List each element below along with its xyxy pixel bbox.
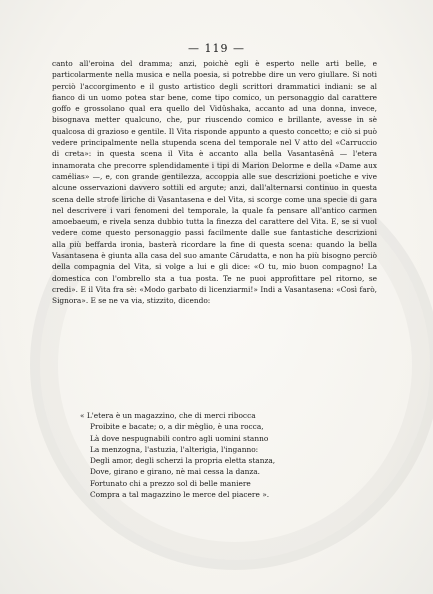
- verse-line: Proibite e bacate; o, a dir mèglio, è una rocca,: [90, 422, 264, 432]
- verse-line: Compra a tal magazzino le merce del piacere ».: [90, 490, 270, 500]
- paragraph: canto all'eroina del dramma; anzi, poichè egli è esperto nelle arti belle, e particolarmente nella musica e nella poesia, si potrebbe dire un vero giullare. Si noti perciò l'accorgimento e il gusto artistico degli scrittori drammatici indiani: se al fianco di un uomo potea star bene, come tipo comico, un personaggio dal carattere goffo e grossolano qual era quello del Vidûshaka, accanto ad una donna, invece, bisognava metter qualcuno, che, pur riuscendo comico e brillante, avesse in sè qualcosa di grazioso e gentile. Il Vita risponde appunto a questo concetto; e ciò si può vedere principalmente nella stupenda scena del temporale nel V atto del «Carruccio di creta»: in questa scena il Vita è accanto alla bella Vasantasênâ — l'etera innamorata che precorre splendidamente i tipi di Marion Delorme e della «Dame aux camélias» —, e, con grande gentilezza, accoppia alle sue descrizioni poetiche e vive alcune osservazioni davvero sottili ed argute; anzi, dall'alternarsi continuo in questa scena delle strofe liriche di Vasantasena e del Vita, si scorge come una specie di gara nel descrivere i vari fenomeni del temporale, la quale fa pensare all'antico carmen amoebaeum, e rivela senza dubbio tutta la finezza del carattere del Vita. E, se si vuol vedere come questo personaggio passi facilmente dalle sue fantastiche descrizioni alla più beffarda ironia, basterà ricordare la fine di questa scena: quando la bella Vasantasena è giunta alla casa del suo amante Cârudatta, e non ha più bisogno perciò della compagnia del Vita, si volge a lui e gli dice: «O tu, mio buon compagno! La domestica con l'ombrello sta a tua posta. Te ne puoi approfittare pel ritorno, se credi». E il Vita fra sè: «Modo garbato di licenziarmi!» Indi a Vasantasena: «Così farò, Signora». E se ne va via, stizzito, dicendo:: [52, 59, 377, 306]
- page-number: — 119 —: [188, 42, 245, 55]
- verse-line: Fortunato chi a prezzo sol di belle maniere: [90, 478, 251, 488]
- verse-line: Là dove nespugnabili contro agli uomini stanno: [90, 433, 269, 443]
- verse-line: Degli amor, degli scherzi la propria eletta stanza,: [90, 456, 276, 466]
- verse-line: La menzogna, l'astuzia, l'alterigia, l'inganno:: [90, 444, 259, 454]
- verse-line: « L'etera è un magazzino, che di merci ribocca: [80, 411, 256, 420]
- verse-line: Dove, girano e girano, nè mai cessa la danza.: [90, 467, 261, 477]
- verse-quotation: [80, 410, 380, 500]
- body-text: [52, 58, 377, 307]
